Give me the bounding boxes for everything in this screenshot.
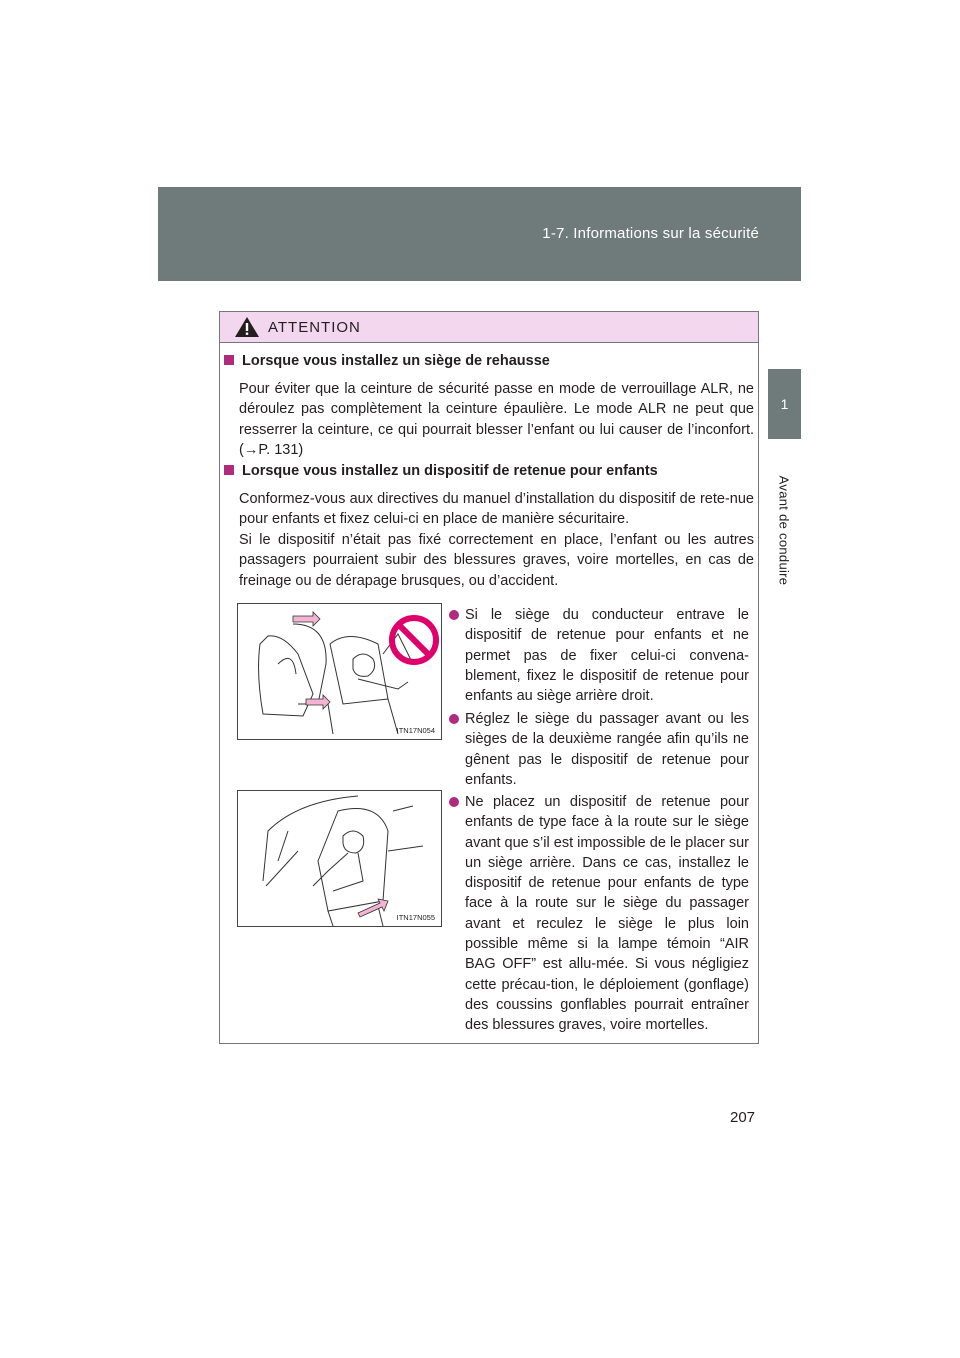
page-number: 207 <box>730 1109 756 1126</box>
section-heading <box>224 353 550 369</box>
section-heading-text: Lorsque vous installez un siège de rehausse <box>242 353 550 369</box>
section-paragraph: Si le dispositif n’était pas fixé correctement en place, l’enfant ou les autres passagers pourraient subir des blessures graves, voire mortelles, en cas de freinage ou de dérapage brusques, ou d’accident. <box>239 532 754 589</box>
warning-icon <box>234 316 260 338</box>
attention-content <box>220 343 758 1043</box>
round-bullet-icon <box>449 714 459 724</box>
chapter-tab: 1 <box>768 369 801 439</box>
illustration-driver-seat-interference <box>237 603 442 740</box>
bullet-text: Si le siège du conducteur entrave le dispositif de retenue pour enfants et ne permet pas de fixer celui-ci convena-blement, fixez le dispositif de retenue pour enfants au siège arrière droit. <box>465 607 749 705</box>
figure-code: ITN17N055 <box>396 913 435 922</box>
bullet-text: Ne placez un dispositif de retenue pour enfants de type face à la route sur le siège avant que s’il est impossible de le placer sur un siège arrière. Dans ce cas, installez le dispositif de retenue pour enfants de type face à la route sur le siège du passager avant et reculez le siège le plus loin possible même si la lampe témoin “AIR BAG OFF” est allu-mée. Si vous négligiez cette précau-tion, le déploiement (gonflage) des coussins gonflables pourrait entraîner des blessures graves, voire mortelles. <box>465 794 749 1034</box>
section-heading-text: Lorsque vous installez un dispositif de retenue pour enfants <box>242 463 658 479</box>
illustration-front-facing-seat <box>237 790 442 927</box>
chapter-label <box>766 460 802 600</box>
attention-title: ATTENTION <box>268 318 361 336</box>
attention-box <box>219 311 759 1044</box>
bullet-item <box>449 709 749 790</box>
section-header-band <box>158 187 801 281</box>
bullet-text: Réglez le siège du passager avant ou les sièges de la deuxième rangée afin qu’ils ne gênent pas le dispositif de retenue pour enfants. <box>465 711 749 788</box>
section-title: 1-7. Informations sur la sécurité <box>542 225 759 242</box>
chapter-label-text: Avant de conduire <box>776 475 792 585</box>
seat-interference-drawing <box>238 604 442 740</box>
bullet-item <box>449 792 749 1036</box>
attention-header <box>220 312 758 343</box>
section-heading <box>224 463 658 479</box>
section-paragraph: Pour éviter que la ceinture de sécurité passe en mode de verrouillage ALR, ne déroulez pas complètement la ceinture épaulière. Le mode ALR ne peut que resserrer la ceinture, ce qui pourrait blesser l’enfant ou lui causer de l’inconfort. (→P. 131) <box>239 381 754 458</box>
front-facing-seat-drawing <box>238 791 442 927</box>
bullet-item <box>449 605 749 706</box>
square-bullet-icon <box>224 355 234 365</box>
square-bullet-icon <box>224 465 234 475</box>
round-bullet-icon <box>449 610 459 620</box>
figure-code: ITN17N054 <box>396 726 435 735</box>
section-paragraph: Conformez-vous aux directives du manuel d’installation du dispositif de rete-nue pour enfants et fixez celui-ci en place de manière sécuritaire. <box>239 491 754 528</box>
round-bullet-icon <box>449 797 459 807</box>
